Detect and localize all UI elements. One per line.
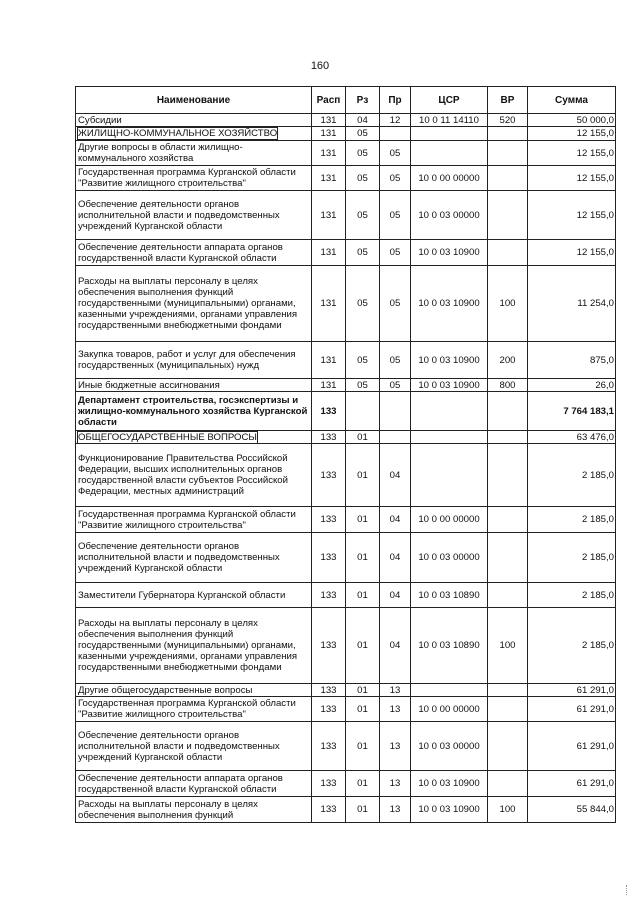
cell-rasp: 131 [312, 166, 346, 191]
cell-name: Другие общегосударственные вопросы [76, 684, 312, 697]
table-row [76, 431, 616, 444]
cell-csr [411, 127, 488, 141]
cell-pr: 05 [380, 266, 411, 342]
header-rasp: Расп [312, 87, 346, 114]
cell-name: Государственная программа Курганской области "Развитие жилищного строительства" [76, 507, 312, 533]
cell-pr: 05 [380, 191, 411, 240]
cell-vr [488, 507, 528, 533]
cell-rz: 05 [346, 166, 380, 191]
cell-rasp: 131 [312, 342, 346, 379]
cell-name: Обеспечение деятельности аппарата органов государственной власти Курганской области [76, 240, 312, 266]
cell-name: Расходы на выплаты персоналу в целях обеспечения выполнения функций государственными (муниципальными) органами, казенными учреждениями, органами управления государственными внебюджетными фондами [76, 266, 312, 342]
cell-csr: 10 0 03 00000 [411, 191, 488, 240]
cell-csr [411, 684, 488, 697]
header-name: Наименование [76, 87, 312, 114]
cell-sum: 7 764 183,1 [528, 392, 616, 431]
cell-rasp: 133 [312, 608, 346, 684]
header-csr: ЦСР [411, 87, 488, 114]
cell-rasp: 133 [312, 697, 346, 722]
cell-rz: 01 [346, 608, 380, 684]
cell-rasp: 131 [312, 266, 346, 342]
cell-csr: 10 0 03 10890 [411, 608, 488, 684]
table-row [76, 379, 616, 392]
table-row [76, 191, 616, 240]
cell-pr: 05 [380, 166, 411, 191]
cell-rz: 01 [346, 507, 380, 533]
scan-edge-mark [626, 885, 629, 895]
cell-sum: 2 185,0 [528, 444, 616, 507]
cell-name: Департамент строительства, госэкспертизы и жилищно-коммунального хозяйства Курганской области [76, 392, 312, 431]
cell-vr [488, 141, 528, 166]
cell-vr [488, 127, 528, 141]
cell-name: Обеспечение деятельности аппарата органов государственной власти Курганской области [76, 771, 312, 797]
cell-vr: 200 [488, 342, 528, 379]
cell-csr [411, 392, 488, 431]
cell-rz: 01 [346, 722, 380, 771]
cell-sum: 12 155,0 [528, 191, 616, 240]
table-row [76, 114, 616, 127]
cell-sum: 875,0 [528, 342, 616, 379]
cell-rz: 05 [346, 379, 380, 392]
cell-name: Государственная программа Курганской области "Развитие жилищного строительства" [76, 697, 312, 722]
table-row [76, 166, 616, 191]
cell-name: Функционирование Правительства Российской Федерации, высших исполнительных органов государственной власти субъектов Российской Федерации, местных администраций [76, 444, 312, 507]
cell-pr: 13 [380, 797, 411, 823]
cell-rz: 01 [346, 771, 380, 797]
cell-rz: 01 [346, 583, 380, 608]
cell-pr: 05 [380, 342, 411, 379]
cell-sum: 61 291,0 [528, 684, 616, 697]
cell-pr [380, 392, 411, 431]
table-row [76, 608, 616, 684]
cell-rasp: 133 [312, 431, 346, 444]
cell-vr: 100 [488, 608, 528, 684]
cell-sum: 55 844,0 [528, 797, 616, 823]
cell-sum: 61 291,0 [528, 771, 616, 797]
cell-csr: 10 0 00 00000 [411, 507, 488, 533]
cell-rasp: 133 [312, 533, 346, 583]
cell-name: Иные бюджетные ассигнования [76, 379, 312, 392]
table-row [76, 722, 616, 771]
cell-vr [488, 444, 528, 507]
cell-csr [411, 431, 488, 444]
table-row [76, 127, 616, 141]
cell-vr: 100 [488, 797, 528, 823]
cell-csr: 10 0 03 10900 [411, 771, 488, 797]
cell-csr [411, 141, 488, 166]
cell-vr [488, 771, 528, 797]
cell-vr: 800 [488, 379, 528, 392]
cell-rasp: 131 [312, 127, 346, 141]
cell-vr [488, 583, 528, 608]
cell-rasp: 133 [312, 507, 346, 533]
cell-sum: 50 000,0 [528, 114, 616, 127]
cell-vr [488, 533, 528, 583]
cell-rasp: 133 [312, 392, 346, 431]
cell-rz: 01 [346, 444, 380, 507]
page-number: 160 [310, 60, 330, 72]
cell-vr [488, 392, 528, 431]
cell-vr [488, 697, 528, 722]
cell-csr: 10 0 03 10900 [411, 266, 488, 342]
cell-name: Субсидии [76, 114, 312, 127]
cell-vr [488, 166, 528, 191]
cell-rz: 04 [346, 114, 380, 127]
cell-sum: 2 185,0 [528, 533, 616, 583]
cell-vr [488, 191, 528, 240]
table-header [76, 87, 616, 114]
cell-rasp: 131 [312, 379, 346, 392]
cell-sum: 2 185,0 [528, 583, 616, 608]
cell-sum: 12 155,0 [528, 166, 616, 191]
cell-rz: 05 [346, 342, 380, 379]
table-row [76, 771, 616, 797]
cell-csr: 10 0 00 00000 [411, 166, 488, 191]
table-row [76, 141, 616, 166]
cell-name: Обеспечение деятельности органов исполнительной власти и подведомственных учреждений Курганской области [76, 191, 312, 240]
budget-table [75, 86, 616, 823]
cell-sum: 12 155,0 [528, 141, 616, 166]
cell-sum: 61 291,0 [528, 722, 616, 771]
cell-sum: 26,0 [528, 379, 616, 392]
table-body [76, 114, 616, 823]
cell-rz: 01 [346, 684, 380, 697]
cell-csr: 10 0 11 14110 [411, 114, 488, 127]
cell-sum: 2 185,0 [528, 608, 616, 684]
cell-name: Обеспечение деятельности органов исполнительной власти и подведомственных учреждений Курганской области [76, 533, 312, 583]
cell-rz: 05 [346, 266, 380, 342]
cell-csr [411, 444, 488, 507]
cell-pr: 04 [380, 444, 411, 507]
cell-vr [488, 722, 528, 771]
cell-name: Другие вопросы в области жилищно-коммунального хозяйства [76, 141, 312, 166]
cell-pr: 04 [380, 608, 411, 684]
cell-sum: 2 185,0 [528, 507, 616, 533]
cell-csr: 10 0 00 00000 [411, 697, 488, 722]
cell-rz: 01 [346, 431, 380, 444]
cell-rasp: 131 [312, 191, 346, 240]
cell-vr [488, 684, 528, 697]
cell-pr: 04 [380, 583, 411, 608]
cell-pr: 13 [380, 684, 411, 697]
cell-sum: 11 254,0 [528, 266, 616, 342]
cell-rz [346, 392, 380, 431]
section-title: ЖИЛИЩНО-КОММУНАЛЬНОЕ ХОЗЯЙСТВО [78, 128, 278, 139]
cell-rasp: 133 [312, 797, 346, 823]
cell-csr: 10 0 03 10900 [411, 379, 488, 392]
cell-name [76, 127, 312, 141]
cell-name: Закупка товаров, работ и услуг для обеспечения государственных (муниципальных) нужд [76, 342, 312, 379]
table-row [76, 797, 616, 823]
cell-rasp: 133 [312, 583, 346, 608]
cell-pr: 05 [380, 240, 411, 266]
header-vr: ВР [488, 87, 528, 114]
cell-csr: 10 0 03 10900 [411, 342, 488, 379]
cell-name: Заместители Губернатора Курганской области [76, 583, 312, 608]
cell-name [76, 431, 312, 444]
cell-sum: 12 155,0 [528, 240, 616, 266]
cell-rz: 01 [346, 697, 380, 722]
cell-sum: 12 155,0 [528, 127, 616, 141]
cell-sum: 63 476,0 [528, 431, 616, 444]
cell-rz: 05 [346, 240, 380, 266]
cell-csr: 10 0 03 10900 [411, 240, 488, 266]
table-row [76, 507, 616, 533]
cell-csr: 10 0 03 00000 [411, 533, 488, 583]
cell-pr: 13 [380, 771, 411, 797]
table-row [76, 240, 616, 266]
cell-rasp: 133 [312, 684, 346, 697]
table-row [76, 697, 616, 722]
cell-name: Расходы на выплаты персоналу в целях обеспечения выполнения функций государственными (муниципальными) органами, казенными учреждениями, органами управления государственными внебюджетными фондами [76, 608, 312, 684]
header-rz: Рз [346, 87, 380, 114]
cell-vr [488, 240, 528, 266]
cell-sum: 61 291,0 [528, 697, 616, 722]
cell-pr: 05 [380, 379, 411, 392]
cell-pr [380, 431, 411, 444]
cell-csr: 10 0 03 10890 [411, 583, 488, 608]
cell-vr: 100 [488, 266, 528, 342]
cell-pr: 04 [380, 533, 411, 583]
cell-name: Обеспечение деятельности органов исполнительной власти и подведомственных учреждений Курганской области [76, 722, 312, 771]
cell-rz: 01 [346, 533, 380, 583]
table-row [76, 533, 616, 583]
cell-pr: 13 [380, 722, 411, 771]
cell-csr: 10 0 03 00000 [411, 722, 488, 771]
cell-rz: 05 [346, 141, 380, 166]
cell-vr: 520 [488, 114, 528, 127]
cell-rasp: 133 [312, 444, 346, 507]
cell-pr: 05 [380, 141, 411, 166]
cell-pr: 04 [380, 507, 411, 533]
cell-rz: 01 [346, 797, 380, 823]
table-row [76, 684, 616, 697]
table-row [76, 342, 616, 379]
cell-rz: 05 [346, 127, 380, 141]
section-title: ОБЩЕГОСУДАРСТВЕННЫЕ ВОПРОСЫ [78, 431, 257, 443]
table-row [76, 583, 616, 608]
cell-vr [488, 431, 528, 444]
cell-rasp: 131 [312, 240, 346, 266]
table-row [76, 444, 616, 507]
cell-pr: 13 [380, 697, 411, 722]
cell-rasp: 133 [312, 771, 346, 797]
cell-name: Расходы на выплаты персоналу в целях обеспечения выполнения функций [76, 797, 312, 823]
cell-csr: 10 0 03 10900 [411, 797, 488, 823]
header-sum: Сумма [528, 87, 616, 114]
cell-rz: 05 [346, 191, 380, 240]
cell-rasp: 131 [312, 114, 346, 127]
cell-pr [380, 127, 411, 141]
cell-rasp: 133 [312, 722, 346, 771]
header-pr: Пр [380, 87, 411, 114]
cell-rasp: 131 [312, 141, 346, 166]
cell-pr: 12 [380, 114, 411, 127]
table-row [76, 392, 616, 431]
table-row [76, 266, 616, 342]
cell-name: Государственная программа Курганской области "Развитие жилищного строительства" [76, 166, 312, 191]
